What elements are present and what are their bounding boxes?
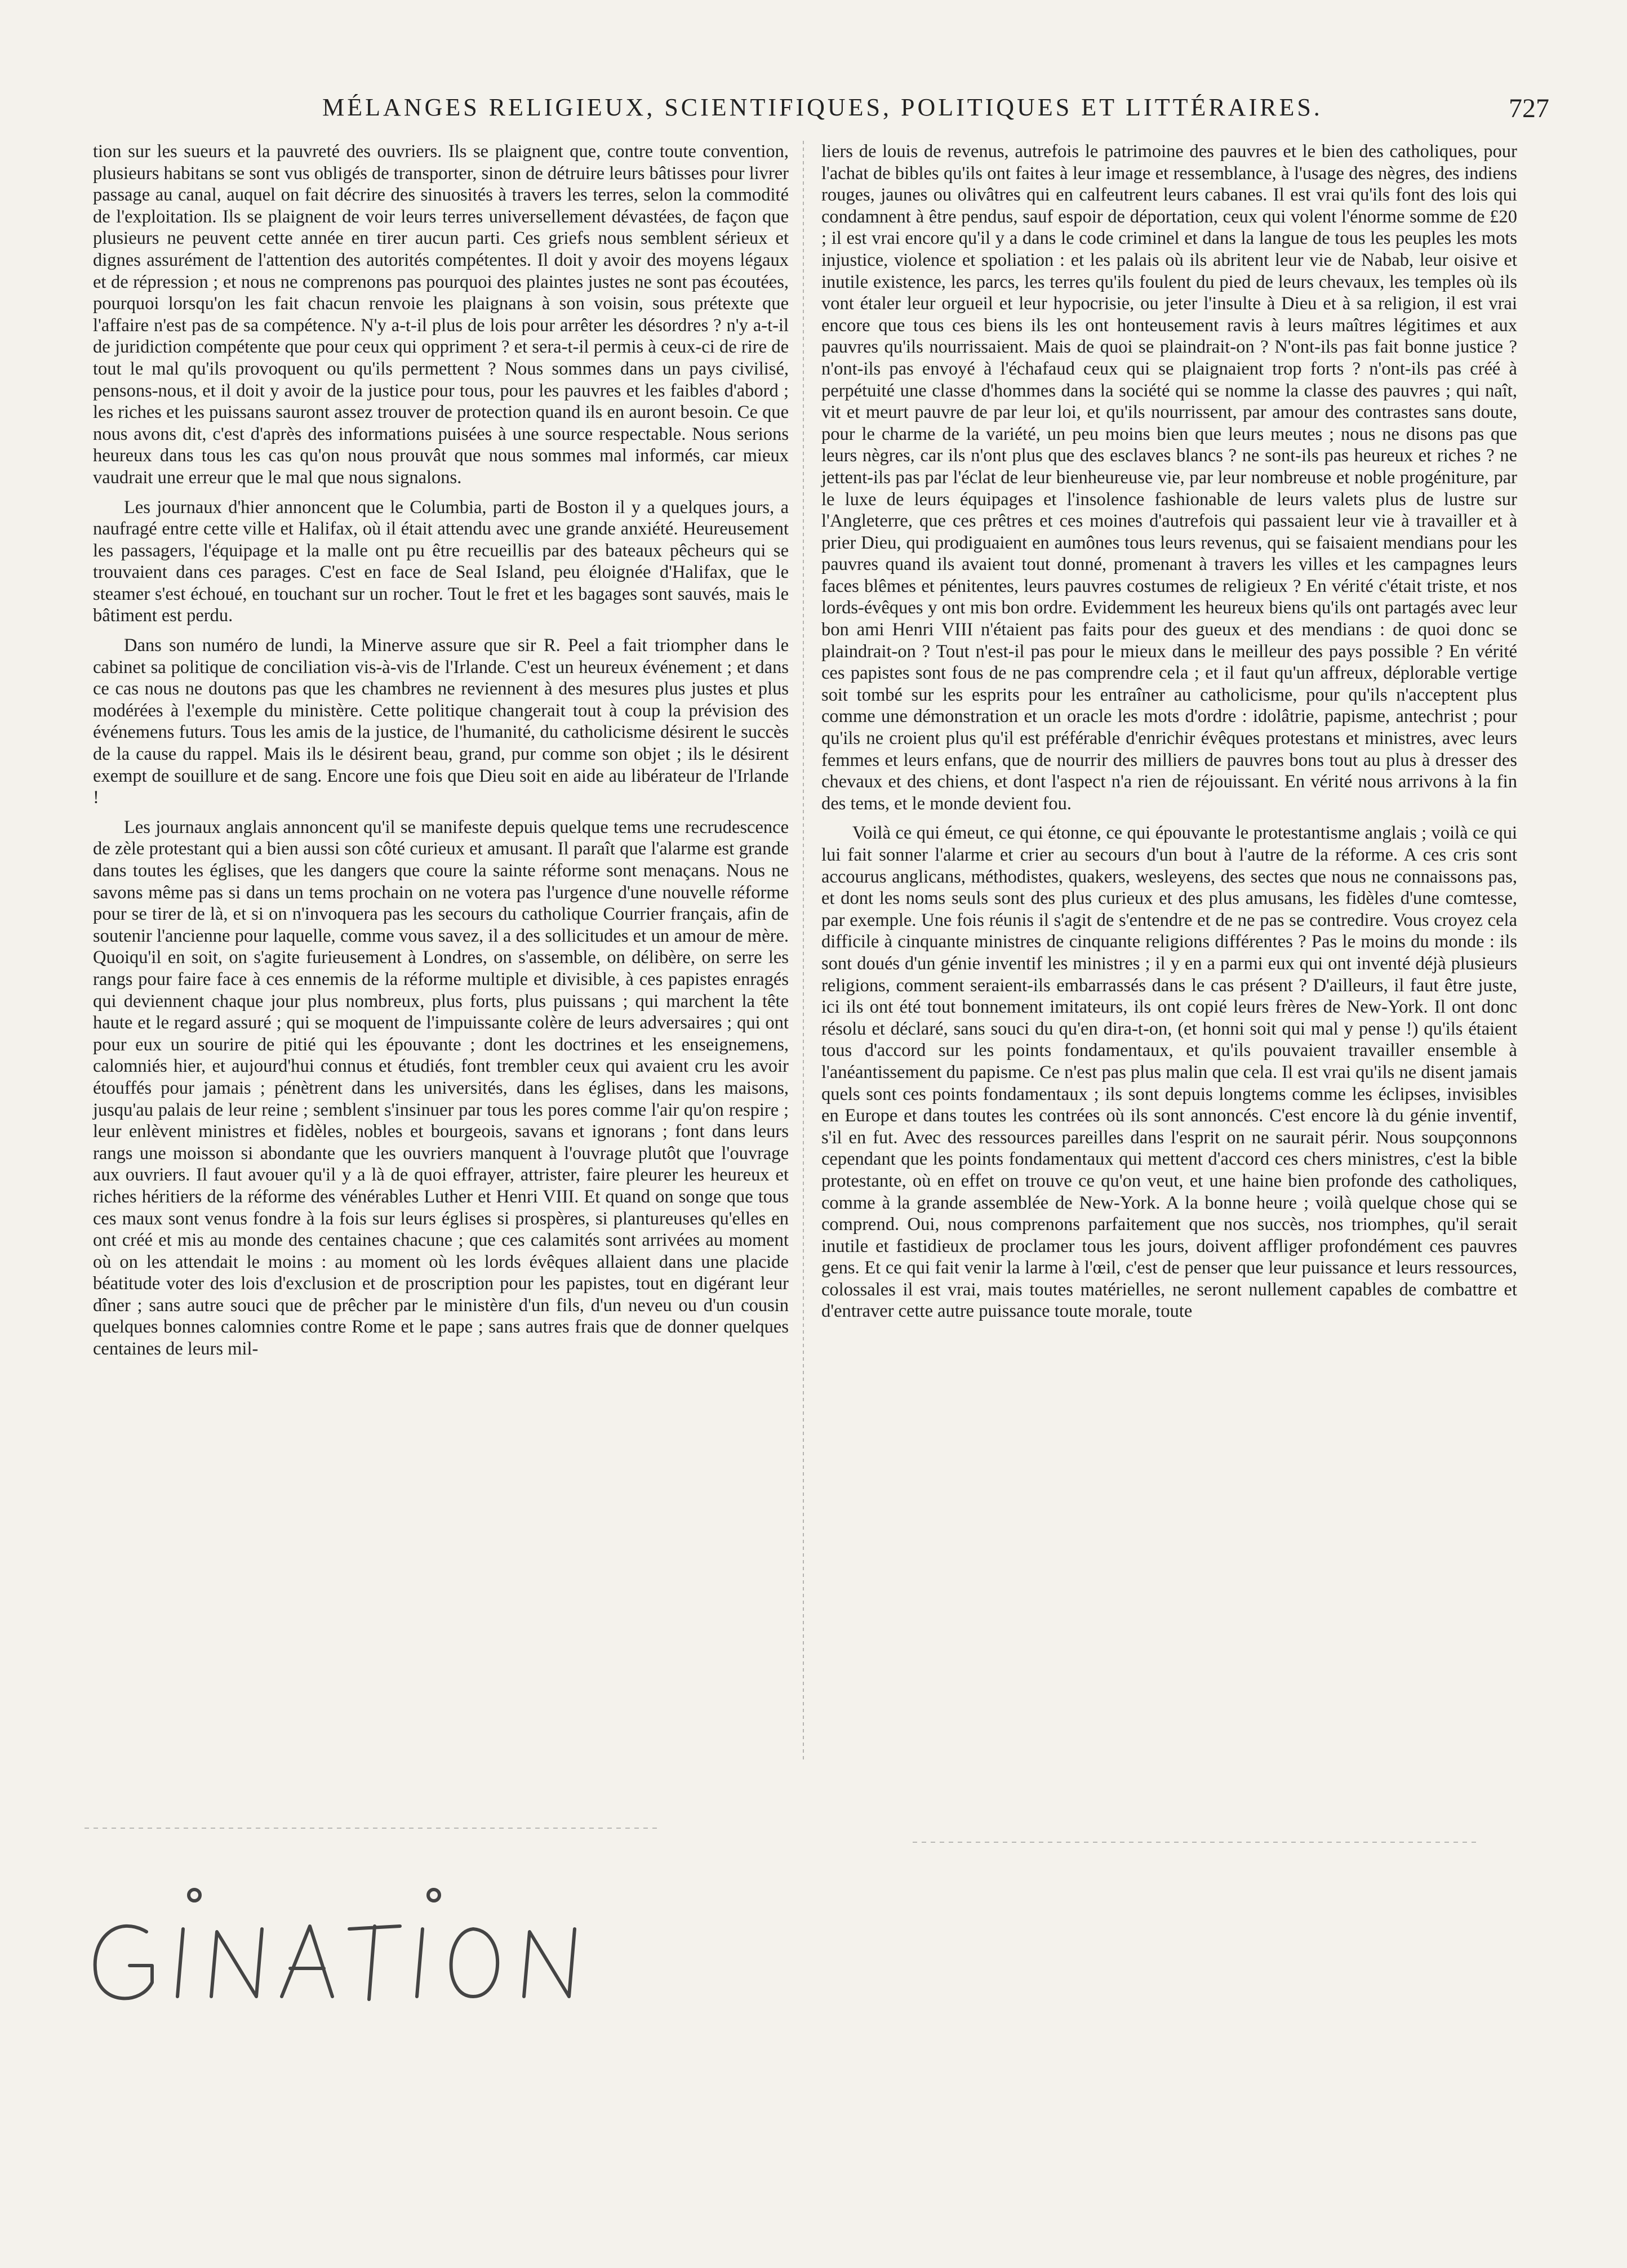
page-header [96, 93, 1549, 132]
paragraph: liers de louis de revenus, autrefois le patrimoine des pauvres et le bien des catholiques, pour l'achat de bibles qu'ils ont faites à leur image et ressemblance, à l'usage des nègres, des indiens rouges, jaunes ou olivâtres qui en calfeutrent leurs cabanes. Il est vrai qu'ils font des lois qui condamnent à être pendus, sauf espoir de déportation, ceux qui volent l'énorme somme de £20 ; il est vrai encore qu'il y a dans le code criminel et dans la langue de tous les peuples les mots injustice, violence et spoliation : et les palais où ils abritent leur vie de Nabab, leur oisive et inutile existence, les parcs, les terres qu'ils foulent du pied de leurs chevaux, les temples où ils vont étaler leur orgueil et leur hypocrisie, ou jeter l'insulte à Dieu et à sa religion, il est vrai encore que tous ces biens ils les ont honteusement ravis à leurs maîtres légitimes et aux pauvres qu'ils nourrissaient. Mais de quoi se plaindrait-on ? N'ont-ils pas fait bonne justice ? n'ont-ils pas envoyé à l'échafaud ceux qui se plaignaient trop forts ? n'ont-ils pas créé à perpétuité une classe d'hommes dans la société qui se nomme la classe des pauvres ; qui naît, vit et meurt pauvre de par leur loi, et qu'ils nourrissent, par amour des contrastes sans doute, pour le charme de la variété, un peu moins bien que leurs meutes ; nous ne disons pas que leurs nègres, car ils n'ont plus que des esclaves blancs ? ne sont-ils pas heureux et riches ? ne jettent-ils pas par l'éclat de leur bienheureuse vie, par leur nombreuse et noble progéniture, par le luxe de leurs équipages et l'insolence fashionable de leurs valets plus de lustre sur l'Angleterre, que ces prêtres et ces moines d'autrefois qui passaient leur vie à travailler et à prier Dieu, qui prodiguaient en aumônes tous leurs revenus, qui se faisaient mendians pour les pauvres quand ils avaient tout donné, promenant à travers les villes et les campagnes leurs faces blêmes et pénitentes, leurs pauvres costumes de religieux ? En vérité c'était triste, et nos lords-évêques y ont mis bon ordre. Evidemment les heureux biens qu'ils ont partagés avec leur bon ami Henri VIII n'étaient pas faits pour des gueux et des mendians : de quoi donc se plaindrait-on ? Tout n'est-il pas pour le mieux dans le meilleur des pays possible ? En vérité ces papistes sont fous de ne pas comprendre cela ; et il faut qu'un affreux, déplorable vertige soit tombé sur les esprits pour les entraîner au catholicisme, pour qu'ils n'acceptent plus comme une démonstration et un oracle les mots d'ordre : idolâtrie, papisme, antechrist ; pour qu'ils ne croient plus qu'il est préférable d'enrichir évêques protestans et ministres, avec leurs femmes et leurs enfans, que de nourrir des milliers de pauvres bons tout au plus à dresser des chevaux et des chiens, et dont l'aspect n'a rien de réjouissant. En vérité nous arrivons à la fin des tems, et le monde devient fou. [821, 141, 1517, 814]
dotted-rule [85, 1828, 659, 1829]
paragraph: Les journaux anglais annoncent qu'il se manifeste depuis quelque tems une recrudescence de zèle protestant qui a bien aussi son côté curieux et amusant. Il paraît que l'alarme est grande dans toutes les églises, que les dangers que coure la sainte réforme sont menaçans. Nous ne savons même pas si dans un tems prochain on ne votera pas l'urgence d'une nouvelle réforme pour se tirer de là, et si on n'invoquera pas les secours du catholique Courrier français, afin de soutenir l'ancienne pour laquelle, comme vous savez, il a des sollicitudes et un amour de mère. Quoiqu'il en soit, on s'agite furieusement à Londres, on s'assemble, on délibère, on serre les rangs pour faire face à ces ennemis de la réforme multiple et divisible, à ces papistes enragés qui deviennent chaque jour plus nombreux, plus forts, plus puissans ; qui marchent la tête haute et le regard assuré ; qui se moquent de l'impuissante colère de leurs adversaires ; qui ont pour eux un sourire de pitié qui les épouvante ; dont les doctrines et les enseignemens, calomniés hier, et aujourd'hui connus et étudiés, font trembler ceux qui avaient cru les avoir étouffés pour jamais ; pénètrent dans les universités, dans les églises, dans les maisons, jusqu'au palais de leur reine ; semblent s'insinuer par tous les pores comme l'air qu'on respire ; leur enlèvent ministres et fidèles, nobles et bourgeois, savans et ignorans ; font dans leurs rangs une moisson si abondante que les ouvriers manquent à l'ouvrage plutôt que l'ouvrage aux ouvriers. Il faut avouer qu'il y a là de quoi effrayer, attrister, faire pleurer les heureux et riches héritiers de la réforme des vénérables Luther et Henri VIII. Et quand on songe que tous ces maux sont venus fondre à la fois sur leurs églises si prospères, si plantureuses qu'elles en ont créé et mis au monde des centaines chacune ; que ces calamités sont arrivées au moment où on les attendait le moins : au moment où les lords évêques allaient dans une placide béatitude voter des lois d'exclusion et de proscription pour les papistes, tout en digérant leur dîner ; sans autre souci que de prêcher par le ministère d'un fils, d'un neveu ou d'un cousin quelques bonnes calomnies contre Rome et le pape ; sans autres frais que de donner quelques centaines de leurs mil- [93, 817, 789, 1360]
running-head: MÉLANGES RELIGIEUX, SCIENTIFIQUES, POLITIQUES ET LITTÉRAIRES. [322, 93, 1323, 121]
handwriting-drawing [62, 1853, 682, 2039]
left-column [93, 141, 789, 1360]
paragraph: Voilà ce qui émeut, ce qui étonne, ce qui épouvante le protestantisme anglais ; voilà ce qui lui fait sonner l'alarme et crier au secours d'un bout à l'autre de la réforme. A ces cris sont accourus anglicans, méthodistes, quakers, wesleyens, des sectes que nous ne connaissons pas, et dont les noms seuls sont des plus curieux et des plus amusans, les fidèles d'une comtesse, par exemple. Une fois réunis il s'agit de s'entendre et de ne pas se contredire. Vous croyez cela difficile à cinquante ministres de cinquante religions différentes ? Pas le moins du monde : ils sont doués d'un génie inventif les ministres ; il y en a parmi eux qui ont inventé déjà plusieurs religions, comment seraient-ils embarrassés dans le cas présent ? D'ailleurs, il faut être juste, ici ils ont été tout bonnement imitateurs, ils ont copié leurs frères de New-York. Il ont donc résolu et déclaré, sans souci du qu'en dira-t-on, (et honni soit qui mal y pense !) qu'ils étaient tous d'accord sur les points fondamentaux, et qu'ils pouvaient travailler ensemble à l'anéantissement du papisme. Ce n'est pas plus malin que cela. Il est vrai qu'ils ne disent jamais quels sont ces points fondamentaux ; ils sont depuis longtems comme les éclipses, invisibles en Europe et dans toutes les contrées où ils sont annoncés. C'est encore là du génie inventif, s'il en fut. Avec des ressources pareilles dans l'esprit on ne saurait périr. Nous soupçonnons cependant que les points fondamentaux qui mettent d'accord ces chers ministres, c'est la bible protestante, où en effet on trouve ce qu'on veut, et une haine bien profonde des catholiques, comme à la grande assemblée de New-York. A la bonne heure ; voilà quelque chose qui se comprend. Oui, nous comprenons parfaitement que nos succès, nos triomphes, qu'il serait inutile et fastidieux de proclamer tous les jours, doivent affliger profondément ces pauvres gens. Et ce qui fait venir la larme à l'œil, c'est de penser que leur puissance et leurs ressources, colossales il est vrai, mais toutes matérielles, ne seront nullement capables de combattre et d'entraver cette autre puissance toute morale, toute [821, 823, 1517, 1322]
column-divider [803, 141, 804, 1763]
paragraph: tion sur les sueurs et la pauvreté des ouvriers. Ils se plaignent que, contre toute convention, plusieurs habitans se sont vus obligés de transporter, sinon de détruire leurs bâtisses pour livrer passage au canal, auquel on fait décrire des sinuosités à travers les terres, selon la commodité de l'exploitation. Ils se plaignent de voir leurs terres universellement dévastées, de façon que plusieurs ne peuvent cette année en tirer aucun parti. Ces griefs nous semblent sérieux et dignes assurément de l'attention des autorités compétentes. Il doit y avoir des moyens légaux et de répression ; et nous ne comprenons pas pourquoi des plaintes justes ne sont pas écoutées, pourquoi lorsqu'on les fait chacun renvoie les plaignans à son voisin, sous prétexte que l'affaire n'est pas de sa compétence. N'y a-t-il plus de lois pour arrêter les désordres ? n'y a-t-il de juridiction compétente que pour ceux qui oppriment ? et sera-t-il permis à ceux-ci de rire de tout le mal qu'ils provoquent ou qu'ils permettent ? Nous sommes dans un pays civilisé, pensons-nous, et il doit y avoir de la justice pour tous, pour les pauvres et les faibles d'abord ; les riches et les puissans sauront assez trouver de protection quand ils en auront besoin. Ce que nous avons dit, c'est d'après des informations puisées à une source respectable. Nous serions heureux dans tous les cas qu'on nous prouvât que nous sommes mal informés, car mieux vaudrait une erreur que le mal que nous signalons. [93, 141, 789, 488]
dotted-rule [913, 1842, 1476, 1843]
page-number: 727 [1509, 93, 1549, 123]
handwritten-marginal-note [62, 1853, 682, 2039]
right-column [821, 141, 1517, 1322]
paragraph: Dans son numéro de lundi, la Minerve assure que sir R. Peel a fait triompher dans le cabinet sa politique de conciliation vis-à-vis de l'Irlande. C'est un heureux événement ; et dans ce cas nous ne doutons pas que les chambres ne reviennent à des mesures plus justes et plus modérées à l'exemple du ministère. Cette politique changerait tout à coup la prévision des événemens futurs. Tous les amis de la justice, de l'humanité, du catholicisme désirent le succès de la cause du rappel. Mais ils le désirent beau, grand, pur comme son objet ; ils le désirent exempt de souillure et de sang. Encore une fois que Dieu soit en aide au libérateur de l'Irlande ! [93, 635, 789, 808]
paragraph: Les journaux d'hier annoncent que le Columbia, parti de Boston il y a quelques jours, a naufragé entre cette ville et Halifax, où il était attendu avec une grande anxiété. Heureusement les passagers, l'équipage et la malle ont pu être recueillis par des bateaux pêcheurs qui se trouvaient dans ces parages. C'est en face de Seal Island, peu éloignée d'Halifax, que le steamer s'est échoué, en touchant sur un rocher. Tout le fret et les bagages sont sauvés, mais le bâtiment est perdu. [93, 497, 789, 626]
